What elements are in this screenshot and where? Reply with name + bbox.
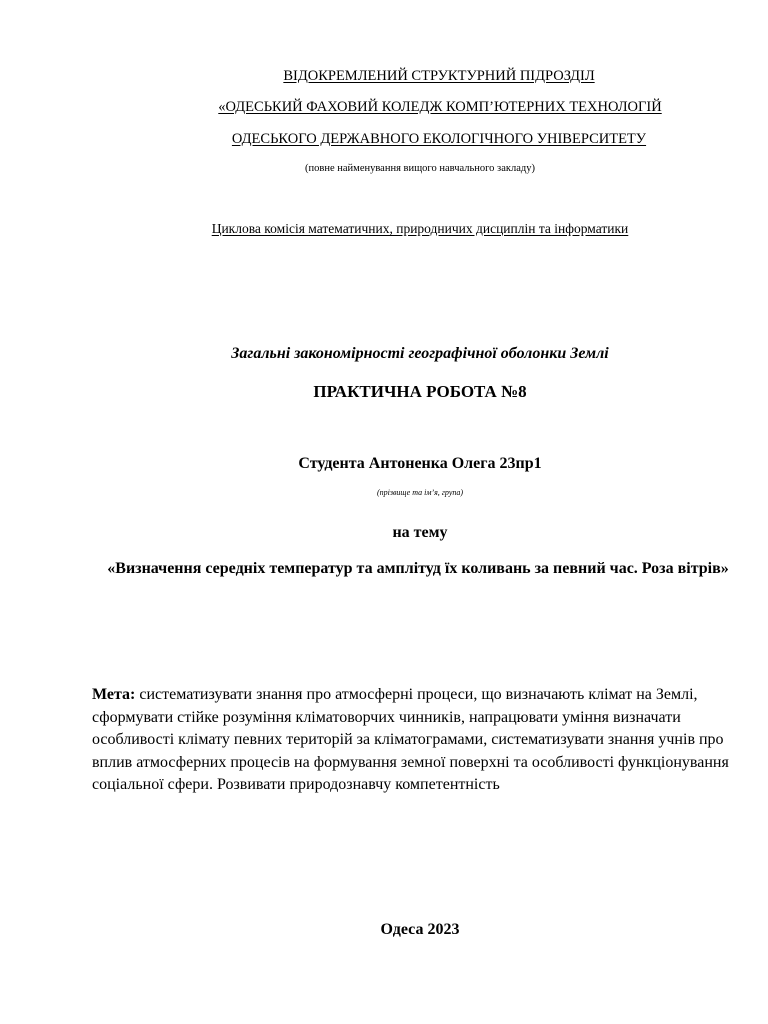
institution-line-1: ВІДОКРЕМЛЕНИЙ СТРУКТУРНИЙ ПІДРОЗДІЛ (283, 68, 595, 84)
subject-title: Загальні закономірності географічної оболонки Землі (231, 345, 609, 362)
department: Циклова комісія математичних, природничих дисциплін та інформатики (211, 221, 629, 236)
city-year: Одеса 2023 (380, 921, 460, 938)
theme-text: «Визначення середніх температур та амплітуд їх коливань за певний час. Роза вітрів» (107, 560, 729, 577)
student-name: Студента Антоненка Олега 23пр1 (298, 455, 542, 472)
institution-line-2: «ОДЕСЬКИЙ ФАХОВИЙ КОЛЕДЖ КОМП’ЮТЕРНИХ ТЕХНОЛОГІЙ (218, 99, 662, 115)
goal-text: систематизувати знання про атмосферні процеси, що визначають клімат на Землі, сформувати стійке розуміння кліматоворчих чинників, напрацювати уміння визначати особливості клімату певних територій за кліматограмами, систематизувати знання учнів про вплив атмосферних процесів на формування земної поверхні та особливості функціонування соціальної сфери. Розвивати природознавчу компетентність (92, 686, 729, 793)
goal-label: Мета: (92, 686, 136, 703)
institution-note: (повне найменування вищого навчального закладу) (305, 163, 535, 174)
goal-paragraph (92, 684, 752, 797)
institution-line-3: ОДЕСЬКОГО ДЕРЖАВНОГО ЕКОЛОГІЧНОГО УНІВЕРСИТЕТУ (231, 131, 647, 147)
student-note: (прізвище та ім’я, група) (376, 488, 464, 497)
work-title: ПРАКТИЧНА РОБОТА №8 (313, 382, 527, 401)
theme-label: на тему (392, 524, 448, 541)
